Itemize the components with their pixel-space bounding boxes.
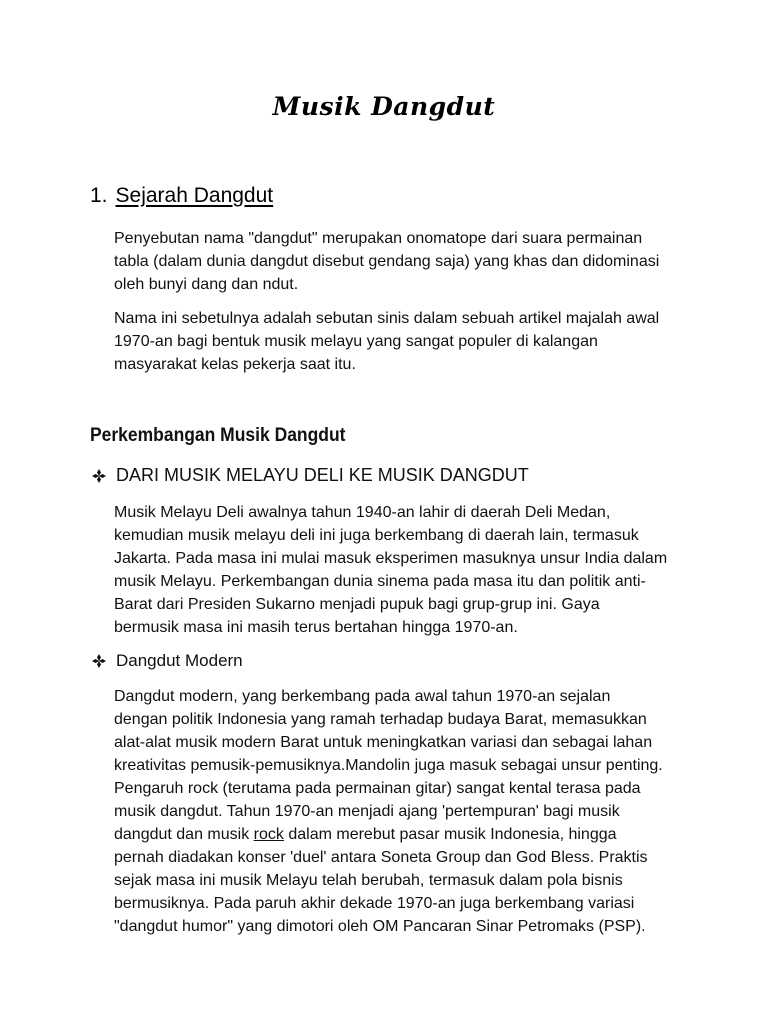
text-line: dengan politik Indonesia yang ramah terhadap budaya Barat, memasukkan xyxy=(114,711,647,728)
text-line xyxy=(114,823,686,846)
text-line: Musik Melayu Deli awalnya tahun 1940-an lahir di daerah Deli Medan, xyxy=(114,504,611,521)
bullet-heading-1 xyxy=(92,465,529,486)
text-line: Dangdut modern, yang berkembang pada awal tahun 1970-an sejalan xyxy=(114,688,611,705)
paragraph-2 xyxy=(114,307,686,376)
section-heading xyxy=(90,184,273,208)
bullet-label: DARI MUSIK MELAYU DELI KE MUSIK DANGDUT xyxy=(116,465,529,485)
bullet-label: Dangdut Modern xyxy=(116,651,243,670)
text-line: Pengaruh rock (terutama pada permainan gitar) sangat kental terasa pada xyxy=(114,780,641,797)
text-span: dangdut dan musik xyxy=(114,826,254,843)
bullet-heading-2 xyxy=(92,651,243,671)
text-line: musik Melayu. Perkembangan dunia sinema pada masa itu dan politik anti- xyxy=(114,573,646,590)
subheading: Perkembangan Musik Dangdut xyxy=(90,425,346,446)
document-title: Musik Dangdut xyxy=(272,92,496,121)
four-diamond-bullet-icon xyxy=(92,654,106,668)
text-line: pernah diadakan konser 'duel' antara Soneta Group dan God Bless. Praktis xyxy=(114,849,648,866)
paragraph-1 xyxy=(114,227,686,296)
text-line: 1970-an bagi bentuk musik melayu yang sangat populer di kalangan xyxy=(114,333,598,350)
text-line: kreativitas pemusik-pemusiknya.Mandolin juga masuk sebagai unsur penting. xyxy=(114,757,663,774)
text-line: masyarakat kelas pekerja saat itu. xyxy=(114,356,356,373)
text-line: bermusik masa ini masih terus bertahan hingga 1970-an. xyxy=(114,619,518,636)
text-line: musik dangdut. Tahun 1970-an menjadi ajang 'pertempuran' bagi musik xyxy=(114,803,620,820)
text-line: Barat dari Presiden Sukarno menjadi pupuk bagi grup-grup ini. Gaya xyxy=(114,596,600,613)
text-line: "dangdut humor" yang dimotori oleh OM Pancaran Sinar Petromaks (PSP). xyxy=(114,918,646,935)
text-line: oleh bunyi dang dan ndut. xyxy=(114,276,299,293)
rock-link[interactable]: rock xyxy=(253,826,284,843)
section-title: Sejarah Dangdut xyxy=(115,184,274,207)
text-line: Jakarta. Pada masa ini mulai masuk eksperimen masuknya unsur India dalam xyxy=(114,550,668,567)
four-diamond-bullet-icon xyxy=(92,469,106,483)
text-line: sejak masa ini musik Melayu telah berubah, termasuk dalam pola bisnis xyxy=(114,872,623,889)
text-line: Nama ini sebetulnya adalah sebutan sinis dalam sebuah artikel majalah awal xyxy=(114,310,660,327)
text-line: Penyebutan nama "dangdut" merupakan onomatope dari suara permainan xyxy=(114,230,643,247)
text-line: kemudian musik melayu deli ini juga berkembang di daerah lain, termasuk xyxy=(114,527,639,544)
text-line: tabla (dalam dunia dangdut disebut gendang saja) yang khas dan didominasi xyxy=(114,253,660,270)
paragraph-4 xyxy=(114,685,686,938)
paragraph-3 xyxy=(114,501,686,639)
section-number: 1. xyxy=(90,184,108,207)
text-line: alat-alat musik modern Barat untuk meningkatkan variasi dan sebagai lahan xyxy=(114,734,653,751)
text-line: bermusiknya. Pada paruh akhir dekade 1970-an juga berkembang variasi xyxy=(114,895,635,912)
text-span: dalam merebut pasar musik Indonesia, hingga xyxy=(283,826,617,843)
